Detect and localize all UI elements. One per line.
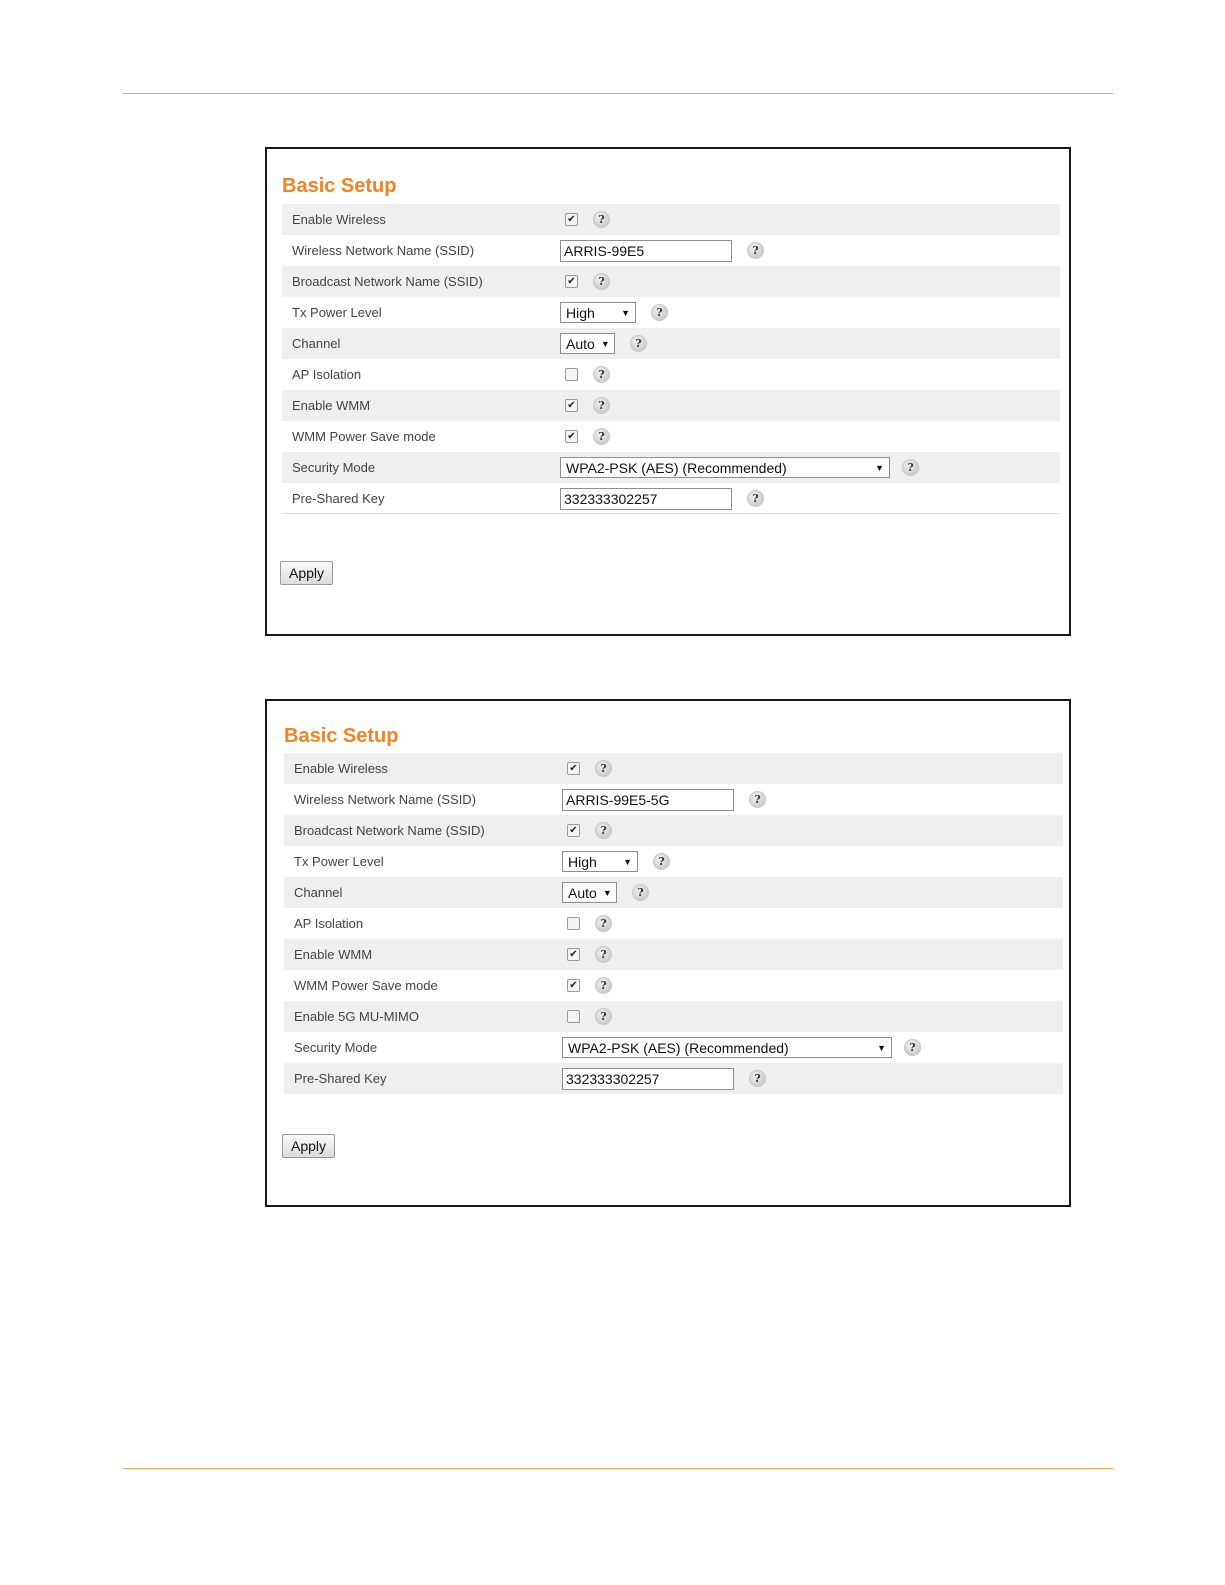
row-tx-power <box>282 297 1060 328</box>
row-label: Pre-Shared Key <box>292 491 385 506</box>
help-icon[interactable]: ? <box>749 791 766 808</box>
row-channel <box>284 877 1063 908</box>
settings-table <box>282 204 1060 514</box>
enable-wireless-checkbox[interactable]: ✔ <box>567 762 580 775</box>
basic-setup-panel-24g <box>265 147 1071 636</box>
row-label: Wireless Network Name (SSID) <box>292 243 475 258</box>
security-mode-select[interactable] <box>560 457 890 478</box>
enable-wmm-checkbox[interactable]: ✔ <box>565 399 578 412</box>
header-rule <box>123 93 1113 94</box>
wmm-power-save-checkbox[interactable]: ✔ <box>567 979 580 992</box>
row-label: Channel <box>294 885 343 900</box>
row-pre-shared-key <box>282 483 1060 514</box>
help-icon[interactable]: ? <box>595 822 612 839</box>
pre-shared-key-input[interactable] <box>562 1068 734 1090</box>
channel-select[interactable] <box>562 882 617 903</box>
ssid-input[interactable] <box>560 240 732 262</box>
row-enable-wireless <box>284 753 1063 784</box>
row-label: WMM Power Save mode <box>294 978 438 993</box>
row-label: Broadcast Network Name (SSID) <box>294 823 485 838</box>
ssid-input[interactable] <box>562 789 734 811</box>
select-value: High <box>568 853 597 870</box>
row-label: Broadcast Network Name (SSID) <box>292 274 483 289</box>
row-pre-shared-key <box>284 1063 1063 1094</box>
row-enable-wireless <box>282 204 1060 235</box>
row-ssid <box>284 784 1063 815</box>
row-label: Enable WMM <box>292 398 371 413</box>
row-ap-isolation <box>284 908 1063 939</box>
help-icon[interactable]: ? <box>593 428 610 445</box>
tx-power-select[interactable] <box>560 302 636 323</box>
tx-power-select[interactable] <box>562 851 638 872</box>
panel-title: Basic Setup <box>282 175 397 197</box>
broadcast-ssid-checkbox[interactable]: ✔ <box>565 275 578 288</box>
help-icon[interactable]: ? <box>595 946 612 963</box>
help-icon[interactable]: ? <box>904 1039 921 1056</box>
help-icon[interactable]: ? <box>651 304 668 321</box>
apply-button[interactable]: Apply <box>280 561 333 585</box>
help-icon[interactable]: ? <box>632 884 649 901</box>
help-icon[interactable]: ? <box>595 915 612 932</box>
dropdown-arrow-icon: ▼ <box>877 1042 886 1053</box>
help-icon[interactable]: ? <box>630 335 647 352</box>
row-label: Security Mode <box>292 460 376 475</box>
footer-rule <box>123 1468 1113 1469</box>
dropdown-arrow-icon: ▼ <box>600 338 610 349</box>
panel-title: Basic Setup <box>284 725 399 747</box>
select-value: WPA2-PSK (AES) (Recommended) <box>568 1039 789 1056</box>
help-icon[interactable]: ? <box>593 211 610 228</box>
help-icon[interactable]: ? <box>593 397 610 414</box>
row-label: AP Isolation <box>294 916 364 931</box>
row-ssid <box>282 235 1060 266</box>
row-label: Enable 5G MU-MIMO <box>294 1009 419 1024</box>
select-value: Auto <box>566 335 595 352</box>
row-label: Tx Power Level <box>292 305 382 320</box>
select-value: High <box>566 304 595 321</box>
help-icon[interactable]: ? <box>593 273 610 290</box>
row-label: Channel <box>292 336 341 351</box>
row-security-mode <box>282 452 1060 483</box>
row-label: Enable WMM <box>294 947 373 962</box>
settings-table <box>284 753 1063 1094</box>
mu-mimo-checkbox[interactable] <box>567 1010 580 1023</box>
row-enable-wmm <box>282 390 1060 421</box>
enable-wmm-checkbox[interactable]: ✔ <box>567 948 580 961</box>
help-icon[interactable]: ? <box>902 459 919 476</box>
dropdown-arrow-icon: ▼ <box>875 462 884 473</box>
help-icon[interactable]: ? <box>747 490 764 507</box>
help-icon[interactable]: ? <box>749 1070 766 1087</box>
row-broadcast-ssid <box>282 266 1060 297</box>
help-icon[interactable]: ? <box>593 366 610 383</box>
help-icon[interactable]: ? <box>595 977 612 994</box>
dropdown-arrow-icon: ▼ <box>621 307 630 318</box>
row-wmm-power-save <box>282 421 1060 452</box>
row-ap-isolation <box>282 359 1060 390</box>
dropdown-arrow-icon: ▼ <box>623 856 632 867</box>
row-wmm-power-save <box>284 970 1063 1001</box>
row-label: Security Mode <box>294 1040 378 1055</box>
select-value: Auto <box>568 884 597 901</box>
dropdown-arrow-icon: ▼ <box>602 887 612 898</box>
apply-button[interactable]: Apply <box>282 1134 335 1158</box>
row-label: Pre-Shared Key <box>294 1071 387 1086</box>
help-icon[interactable]: ? <box>653 853 670 870</box>
row-label: Tx Power Level <box>294 854 384 869</box>
broadcast-ssid-checkbox[interactable]: ✔ <box>567 824 580 837</box>
row-channel <box>282 328 1060 359</box>
wmm-power-save-checkbox[interactable]: ✔ <box>565 430 578 443</box>
row-label: Enable Wireless <box>292 212 386 227</box>
row-label: Enable Wireless <box>294 761 388 776</box>
help-icon[interactable]: ? <box>747 242 764 259</box>
row-label: WMM Power Save mode <box>292 429 436 444</box>
enable-wireless-checkbox[interactable]: ✔ <box>565 213 578 226</box>
basic-setup-panel-5g <box>265 699 1071 1207</box>
select-value: WPA2-PSK (AES) (Recommended) <box>566 459 787 476</box>
row-broadcast-ssid <box>284 815 1063 846</box>
ap-isolation-checkbox[interactable] <box>567 917 580 930</box>
row-mu-mimo <box>284 1001 1063 1032</box>
row-label: Wireless Network Name (SSID) <box>294 792 477 807</box>
security-mode-select[interactable] <box>562 1037 892 1058</box>
pre-shared-key-input[interactable] <box>560 488 732 510</box>
row-label: AP Isolation <box>292 367 362 382</box>
row-tx-power <box>284 846 1063 877</box>
row-enable-wmm <box>284 939 1063 970</box>
channel-select[interactable] <box>560 333 615 354</box>
row-security-mode <box>284 1032 1063 1063</box>
help-icon[interactable]: ? <box>595 1008 612 1025</box>
ap-isolation-checkbox[interactable] <box>565 368 578 381</box>
help-icon[interactable]: ? <box>595 760 612 777</box>
